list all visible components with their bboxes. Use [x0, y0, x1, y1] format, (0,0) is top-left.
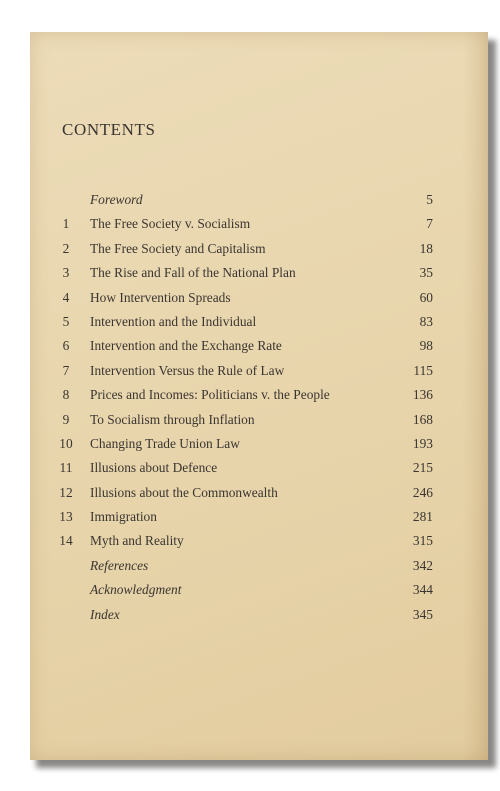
- chapter-number: 12: [59, 484, 73, 500]
- page-number: 315: [412, 533, 433, 549]
- chapter-title: The Free Society and Capitalism: [90, 240, 266, 256]
- chapter-title: Prices and Incomes: Politicians v. the People: [90, 387, 330, 403]
- chapter-number: 11: [59, 460, 73, 476]
- chapter-number: 3: [62, 265, 70, 281]
- page-number: 98: [419, 338, 433, 354]
- toc-entry: [30, 363, 488, 387]
- page-number: 35: [419, 265, 433, 281]
- chapter-number: 13: [59, 509, 73, 525]
- chapter-title: Intervention and the Individual: [90, 313, 257, 329]
- page-number: 5: [426, 192, 433, 207]
- toc-entry: [30, 436, 488, 460]
- chapter-title: To Socialism through Inflation: [90, 411, 255, 427]
- page-number: 18: [419, 240, 433, 256]
- chapter-title: Illusions about Defence: [90, 460, 218, 476]
- chapter-title: Intervention Versus the Rule of Law: [90, 362, 285, 378]
- contents-heading: CONTENTS: [62, 120, 156, 139]
- book-page: [30, 32, 488, 760]
- toc-entry: [30, 607, 488, 631]
- toc-list: [30, 192, 488, 631]
- chapter-number: 10: [59, 435, 73, 451]
- toc-entry: [30, 192, 488, 216]
- chapter-number: 8: [62, 387, 70, 403]
- page-number: 246: [412, 484, 433, 500]
- toc-entry: [30, 509, 488, 533]
- chapter-title: References: [90, 557, 149, 573]
- chapter-title: Changing Trade Union Law: [90, 435, 240, 451]
- chapter-number: 14: [59, 533, 73, 549]
- chapter-title: Intervention and the Exchange Rate: [90, 338, 282, 354]
- page-number: 7: [426, 216, 433, 232]
- toc-entry: [30, 558, 488, 582]
- chapter-number: 6: [62, 338, 70, 354]
- page-number: 342: [412, 557, 433, 573]
- chapter-title: The Free Society v. Socialism: [90, 216, 251, 232]
- toc-entry: [30, 460, 488, 484]
- toc-entry: [30, 533, 488, 557]
- toc-entry: [30, 412, 488, 436]
- toc-entry: [30, 338, 488, 362]
- chapter-number: 4: [62, 289, 70, 305]
- page-number: 60: [419, 289, 433, 305]
- page-number: 345: [412, 606, 433, 622]
- toc-entry: [30, 485, 488, 509]
- chapter-title: Acknowledgment: [90, 582, 182, 598]
- toc-entry: [30, 290, 488, 314]
- page-number: 115: [413, 362, 433, 378]
- chapter-number: 9: [62, 411, 70, 427]
- page-number: 193: [412, 435, 433, 451]
- chapter-number: 5: [62, 313, 70, 329]
- toc-entry: [30, 265, 488, 289]
- chapter-title: Foreword: [90, 192, 143, 207]
- chapter-title: Immigration: [90, 509, 157, 525]
- toc-entry: [30, 241, 488, 265]
- chapter-number: 2: [62, 240, 70, 256]
- toc-entry: [30, 216, 488, 240]
- chapter-title: Index: [90, 606, 120, 622]
- page-number: 281: [412, 509, 433, 525]
- chapter-title: The Rise and Fall of the National Plan: [90, 265, 296, 281]
- page-number: 168: [412, 411, 433, 427]
- chapter-number: 1: [62, 216, 70, 232]
- page-number: 215: [412, 460, 433, 476]
- toc-entry: [30, 582, 488, 606]
- chapter-title: How Intervention Spreads: [90, 289, 231, 305]
- page-number: 136: [412, 387, 433, 403]
- page-number: 83: [419, 313, 433, 329]
- toc-entry: [30, 387, 488, 411]
- page-number: 344: [412, 582, 433, 598]
- chapter-number: 7: [62, 362, 70, 378]
- chapter-title: Illusions about the Commonwealth: [90, 484, 278, 500]
- toc-entry: [30, 314, 488, 338]
- chapter-title: Myth and Reality: [90, 533, 184, 549]
